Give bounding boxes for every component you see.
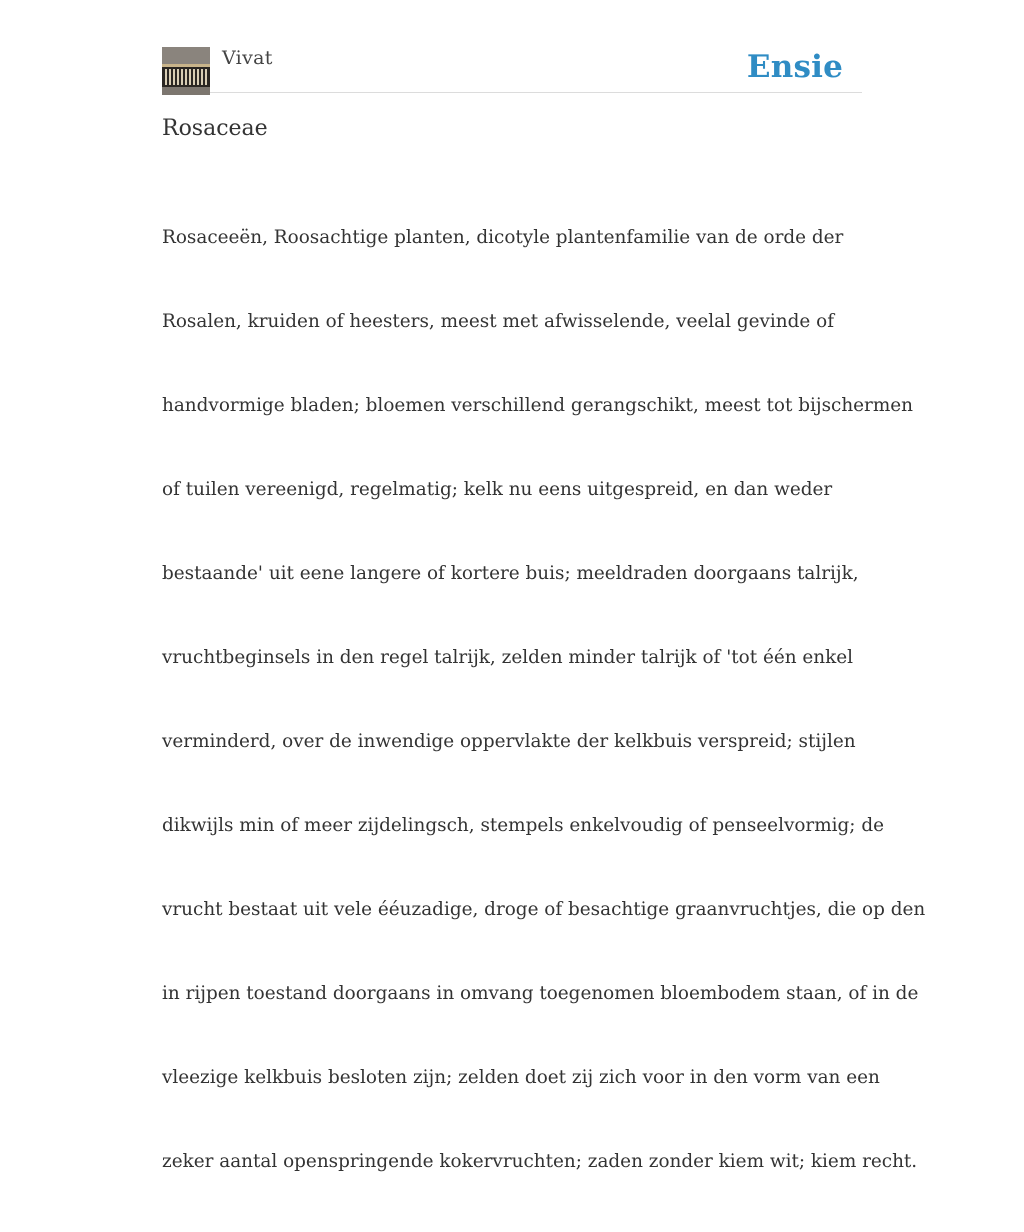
body-line: in rijpen toestand doorgaans in omvang toegenomen bloembodem staan, of in de [162,983,919,1004]
brand-logo-link[interactable]: Ensie [746,49,843,85]
body-line: zeker aantal openspringende kokervruchten; zaden zonder kiem wit; kiem recht. [162,1151,918,1172]
body-line: handvormige bladen; bloemen verschillend gerangschikt, meest tot bijschermen [162,395,913,416]
header [162,46,862,93]
body-line: Rosalen, kruiden of heesters, meest met afwisselende, veelal gevinde of [162,311,835,332]
body-line: dikwijls min of meer zijdelingsch, stempels enkelvoudig of penseelvormig; de [162,815,884,836]
body-line: verminderd, over de inwendige oppervlakte der kelkbuis verspreid; stijlen [162,731,856,752]
library-shelves-avatar-icon [162,47,210,95]
body-line: vrucht bestaat uit vele ééuzadige, droge of besachtige graanvruchtjes, die op den [162,899,926,920]
body-line: bestaande' uit eene langere of kortere buis; meeldraden doorgaans talrijk, [162,563,859,584]
article-title: Rosaceae [162,116,268,141]
body-line: vleezige kelkbuis besloten zijn; zelden doet zij zich voor in den vorm van een [162,1067,880,1088]
body-line: vruchtbeginsels in den regel talrijk, zelden minder talrijk of 'tot één enkel [162,647,854,668]
author-avatar[interactable] [162,47,210,95]
author-name[interactable]: Vivat [222,47,273,69]
body-line: of tuilen vereenigd, regelmatig; kelk nu eens uitgespreid, en dan weder [162,479,833,500]
article-body [162,168,926,1232]
body-line: Rosaceeën, Roosachtige planten, dicotyle plantenfamilie van de orde der [162,227,844,248]
